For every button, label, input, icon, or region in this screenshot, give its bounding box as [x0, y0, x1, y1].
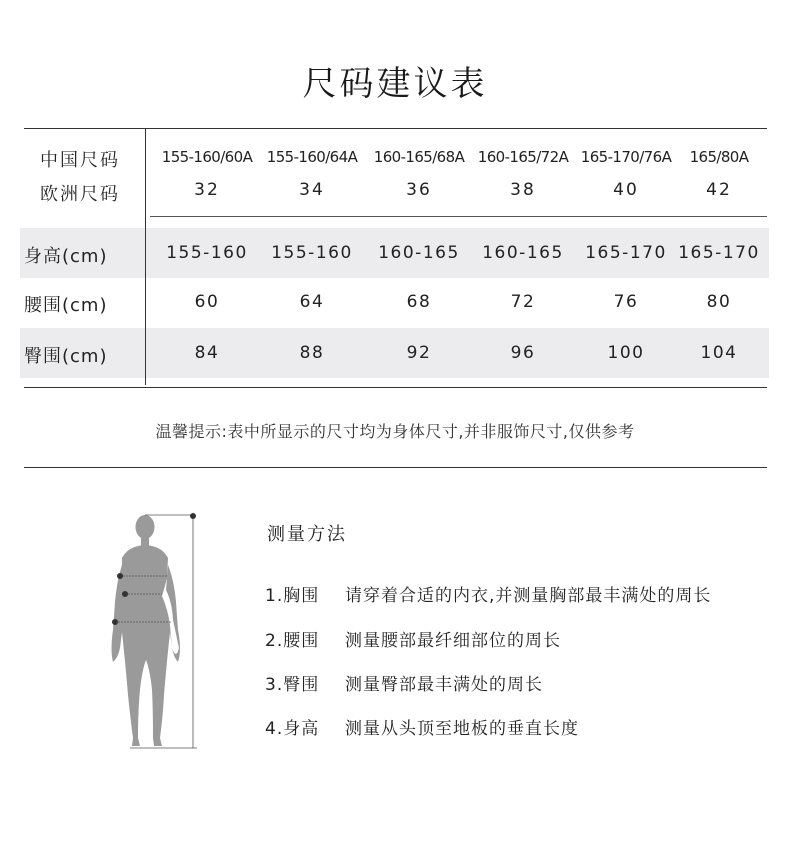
- china-size-label: 中国尺码: [40, 150, 120, 171]
- waist-value-3: 68: [406, 292, 432, 312]
- measure-item-name: 4.身高: [265, 719, 320, 739]
- height-value-1: 155-160: [166, 243, 248, 263]
- height-value-6: 165-170: [678, 243, 760, 263]
- waist-value-6: 80: [706, 292, 732, 312]
- size-eu-6: 42: [706, 180, 732, 200]
- size-cn-3: 160-165/68A: [373, 148, 465, 166]
- body-figure-illustration: [100, 510, 200, 755]
- row-label-hip: 臀围(cm): [24, 346, 108, 367]
- height-value-5: 165-170: [585, 243, 667, 263]
- measure-item-desc: 测量腰部最纤细部位的周长: [345, 631, 561, 651]
- hip-value-1: 84: [194, 343, 220, 363]
- europe-size-label: 欧洲尺码: [40, 184, 120, 205]
- size-eu-3: 36: [406, 180, 432, 200]
- measure-item-name: 3.臀围: [265, 675, 320, 695]
- body-silhouette-icon: [100, 510, 200, 755]
- waist-value-5: 76: [613, 292, 639, 312]
- measure-method-title: 测量方法: [267, 524, 347, 545]
- size-cn-2: 155-160/64A: [266, 148, 358, 166]
- hip-value-6: 104: [700, 343, 738, 363]
- size-cn-5: 165-170/76A: [580, 148, 672, 166]
- size-eu-4: 38: [510, 180, 536, 200]
- measure-item-height: [265, 714, 579, 739]
- size-cn-6: 165/80A: [689, 148, 749, 166]
- hip-value-2: 88: [299, 343, 325, 363]
- measure-item-desc: 请穿着合适的内衣,并测量胸部最丰满处的周长: [345, 586, 712, 606]
- measure-item-chest: [265, 581, 711, 606]
- size-eu-2: 34: [299, 180, 325, 200]
- row-label-height: 身高(cm): [24, 246, 108, 267]
- row-label-waist: 腰围(cm): [24, 295, 108, 316]
- size-note: 温馨提示:表中所显示的尺寸均为身体尺寸,并非服饰尺寸,仅供参考: [155, 422, 635, 441]
- note-divider: [24, 467, 767, 468]
- hip-value-3: 92: [406, 343, 432, 363]
- height-value-4: 160-165: [482, 243, 564, 263]
- table-bottom-border: [24, 387, 767, 388]
- waist-value-1: 60: [194, 292, 220, 312]
- measure-item-desc: 测量臀部最丰满处的周长: [345, 675, 543, 695]
- size-eu-1: 32: [194, 180, 220, 200]
- measure-item-waist: [265, 626, 561, 651]
- hip-value-5: 100: [607, 343, 645, 363]
- measure-item-name: 2.腰围: [265, 631, 320, 651]
- height-value-2: 155-160: [271, 243, 353, 263]
- measure-item-desc: 测量从头顶至地板的垂直长度: [345, 719, 579, 739]
- page-title: 尺码建议表: [302, 64, 488, 104]
- table-label-divider: [145, 128, 146, 385]
- waist-value-4: 72: [510, 292, 536, 312]
- size-cn-1: 155-160/60A: [161, 148, 253, 166]
- height-value-3: 160-165: [378, 243, 460, 263]
- table-top-border: [24, 128, 767, 129]
- header-divider: [150, 216, 767, 217]
- hip-value-4: 96: [510, 343, 536, 363]
- size-cn-4: 160-165/72A: [477, 148, 569, 166]
- waist-value-2: 64: [299, 292, 325, 312]
- measure-item-hip: [265, 670, 543, 695]
- measure-item-name: 1.胸围: [265, 586, 320, 606]
- size-eu-5: 40: [613, 180, 639, 200]
